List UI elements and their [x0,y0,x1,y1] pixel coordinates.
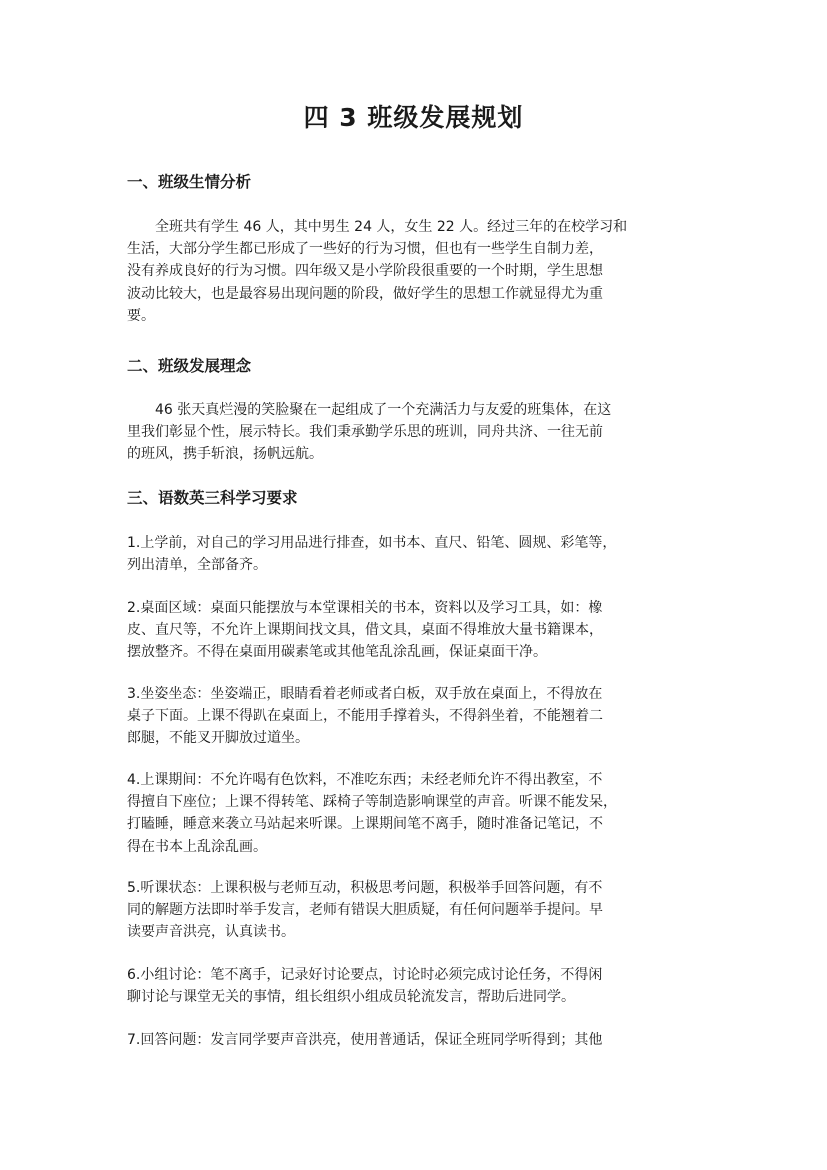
text-line: 郎腿，不能叉开脚放过道坐。 [127,730,309,747]
text-line: 要。 [127,307,155,324]
requirement-item-3 [127,683,717,750]
requirement-item-1 [127,532,717,576]
text-line: 里我们彰显个性，展示特长。我们秉承勤学乐思的班训，同舟共济、一往无前 [127,424,603,441]
text-line: 读要声音洪亮，认真读书。 [127,924,295,941]
text-line: 波动比较大，也是最容易出现问题的阶段，做好学生的思想工作就显得尤为重 [127,285,603,302]
text-line: 桌子下面。上课不得趴在桌面上，不能用手撑着头，不得斜坐着，不能翘着二 [127,708,603,725]
requirement-item-6 [127,964,717,1008]
text-line: 全班共有学生 46 人，其中男生 24 人，女生 22 人。经过三年的在校学习和 [127,219,628,235]
text-line: 聊讨论与课堂无关的事情，组长组织小组成员轮流发言，帮助后进同学。 [127,989,575,1006]
text-line: 3.坐姿坐态：坐姿端正，眼睛看着老师或者白板，双手放在桌面上，不得放在 [127,686,603,702]
text-line: 列出清单，全部备齐。 [127,557,267,574]
paragraph-student-analysis [127,216,717,327]
requirement-item-4 [127,769,717,858]
text-line: 没有养成良好的行为习惯。四年级又是小学阶段很重要的一个时期，学生思想 [127,263,603,280]
text-line: 打瞌睡，睡意来袭立马站起来听课。上课期间笔不离手，随时准备记笔记，不 [127,816,603,833]
requirement-item-5 [127,877,717,944]
text-line: 同的解题方法即时举手发言，老师有错误大胆质疑，有任何问题举手提问。早 [127,902,603,919]
text-line: 5.听课状态：上课积极与老师互动，积极思考问题，积极举手回答问题，有不 [127,880,603,896]
paragraph-class-philosophy [127,399,717,466]
text-line: 4.上课期间：不允许喝有色饮料，不准吃东西；未经老师允许不得出教室，不 [127,772,603,788]
text-line: 的班风，携手斩浪，扬帆远航。 [127,446,323,463]
section-heading-3: 三、语数英三科学习要求 [127,489,298,507]
text-line: 7.回答问题：发言同学要声音洪亮，使用普通话，保证全班同学听得到；其他 [127,1032,603,1048]
requirement-item-2 [127,597,717,664]
text-line: 生活，大部分学生都已形成了一些好的行为习惯，但也有一些学生自制力差， [127,241,603,258]
text-line: 皮、直尺等，不允许上课期间找文具，借文具，桌面不得堆放大量书籍课本， [127,622,603,639]
section-heading-1: 一、班级生情分析 [127,173,252,191]
page-title: 四 3 班级发展规划 [303,103,524,132]
text-line: 2.桌面区域：桌面只能摆放与本堂课相关的书本，资料以及学习工具，如：橡 [127,600,603,616]
text-line: 6.小组讨论：笔不离手，记录好讨论要点，讨论时必须完成讨论任务，不得闲 [127,967,603,983]
text-line: 46 张天真烂漫的笑脸聚在一起组成了一个充满活力与友爱的班集体，在这 [127,402,612,418]
text-line: 得擅自下座位；上课不得转笔、踩椅子等制造影响课堂的声音。听课不能发呆， [127,794,617,811]
text-line: 摆放整齐。不得在桌面用碳素笔或其他笔乱涂乱画，保证桌面干净。 [127,644,547,661]
text-line: 得在书本上乱涂乱画。 [127,838,267,855]
text-line: 1.上学前，对自己的学习用品进行排查，如书本、直尺、铅笔、圆规、彩笔等， [127,535,617,551]
requirement-item-7 [127,1029,717,1051]
section-heading-2: 二、班级发展理念 [127,357,252,375]
